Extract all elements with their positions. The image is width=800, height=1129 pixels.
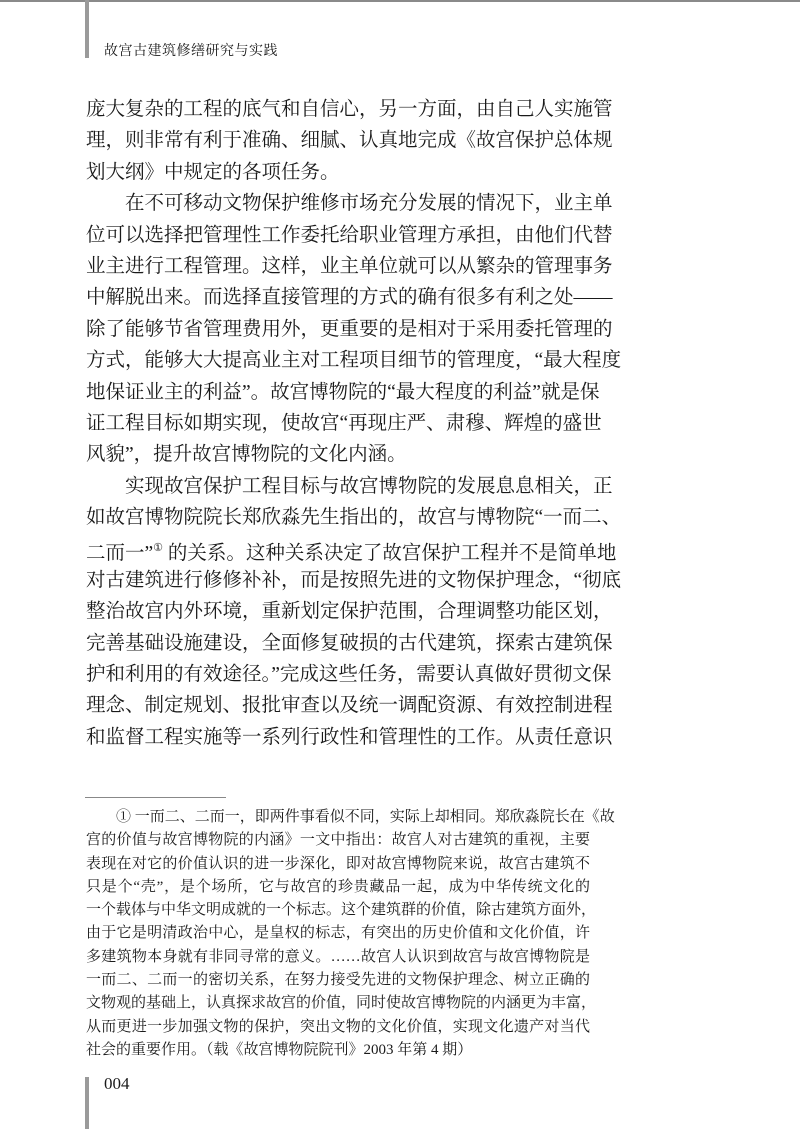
text-line: 方式，能够大大提高业主对工程项目细节的管理度，“最大程度 — [86, 350, 622, 372]
footer-accent-bar — [85, 1077, 89, 1129]
text-line: 位可以选择把管理性工作委托给职业管理方承担，由他们代替 — [86, 224, 613, 246]
text-line: 对古建筑进行修修补补，而是按照先进的文物保护理念，“彻底 — [86, 569, 622, 591]
text-line: 除了能够节省管理费用外，更重要的是相对于采用委托管理的 — [86, 318, 613, 340]
running-head: 故宫古建筑修缮研究与实践 — [104, 43, 278, 59]
footnote-line: 文物观的基础上，认真探求故宫的价值，同时使故宫博物院的内涵更为丰富， — [86, 995, 597, 1012]
text-line: 业主进行工程管理。这样，业主单位就可以从繁杂的管理事务 — [86, 255, 613, 277]
footnote-line: 由于它是明清政治中心，是皇权的标志，有突出的历史价值和文化价值，许 — [86, 925, 590, 942]
text-line: 整治故宫内外环境，重新划定保护范围，合理调整功能区划， — [86, 601, 613, 623]
text-line: 在不可移动文物保护维修市场充分发展的情况下，业主单 — [125, 193, 613, 215]
paragraph-3 — [86, 471, 622, 754]
top-border — [0, 0, 800, 2]
footnote-line: 一个载体与中华文明成就的一个标志。这个建筑群的价值，除古建筑方面外， — [86, 902, 597, 919]
text-line: 完善基础设施建设，全面修复破损的古代建筑，探索古建筑保 — [86, 632, 613, 654]
text-line: 如故宫博物院院长郑欣淼先生指出的，故宫与博物院“一而二、 — [86, 507, 622, 529]
text-line: 实现故宫保护工程目标与故宫博物院的发展息息相关，正 — [125, 475, 613, 497]
footnote-line: 从而更进一步加强文物的保护，突出文物的文化价值，实现文化遗产对当代 — [86, 1018, 590, 1035]
page-number: 004 — [104, 1074, 130, 1093]
footnote-line: 只是个“壳”，是个场所，它与故宫的珍贵藏品一起，成为中华传统文化的 — [86, 878, 590, 895]
footnote-separator — [85, 797, 226, 798]
text-line: 划大纲》中规定的各项任务。 — [86, 161, 340, 183]
paragraph-1 — [86, 94, 613, 188]
text-line: 中解脱出来。而选择直接管理的方式的确有很多有利之处—— — [86, 287, 613, 309]
text-line: 地保证业主的利益”。故宫博物院的“最大程度的利益”就是保 — [86, 381, 600, 403]
footnote — [86, 806, 615, 1062]
text-line: 庞大复杂的工程的底气和自信心，另一方面，由自己人实施管 — [86, 99, 613, 120]
footnote-line: ① 一而二、二而一，即两件事看似不同，实际上却相同。郑欣淼院长在《故 — [116, 809, 615, 825]
footnote-line: 多建筑物本身就有非同寻常的意义。……故宫人认识到故宫与故宫博物院是 — [86, 948, 590, 965]
body-text — [86, 94, 622, 753]
footnote-line: 表现在对它的价值认识的进一步深化，即对故宫博物院来说，故宫古建筑不 — [86, 855, 590, 872]
text-line: 和监督工程实施等一系列行政性和管理性的工作。从责任意识 — [86, 726, 613, 748]
header-accent-bar — [85, 0, 89, 58]
text-line-with-footnote: 二而一”① 的关系。这种关系决定了故宫保护工程并不是简单地 — [86, 542, 617, 565]
footnote-line: 宫的价值与故宫博物院的内涵》一文中指出：故宫人对古建筑的重视，主要 — [86, 832, 590, 849]
text-line: 理，则非常有利于准确、细腻、认真地完成《故宫保护总体规 — [86, 130, 613, 152]
text-line: 证工程目标如期实现，使故宫“再现庄严、肃穆、辉煌的盛世 — [86, 412, 602, 434]
footnote-line: 一而二、二而一的密切关系，在努力接受先进的文物保护理念、树立正确的 — [86, 972, 590, 989]
text-line: 护和利用的有效途径。”完成这些任务，需要认真做好贯彻文保 — [86, 664, 612, 686]
text-line: 理念、制定规划、报批审查以及统一调配资源、有效控制进程 — [86, 695, 613, 717]
footnote-line: 社会的重要作用。（载《故宫博物院院刊》2003 年第 4 期） — [86, 1041, 473, 1058]
paragraph-2 — [86, 188, 622, 471]
text-line: 风貌”，提升故宫博物院的文化内涵。 — [86, 444, 407, 466]
footnote-ref[interactable]: ① — [153, 542, 164, 555]
